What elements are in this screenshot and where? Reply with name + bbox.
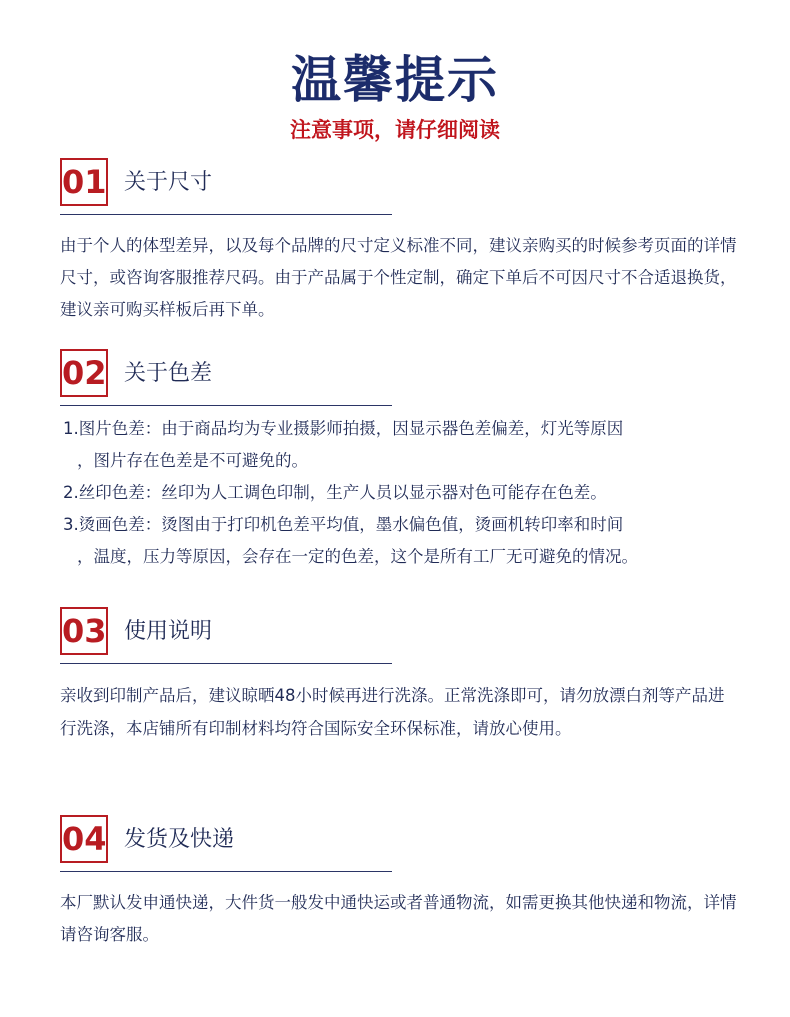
section-number: 04 bbox=[60, 815, 108, 863]
section-shipping bbox=[60, 815, 740, 951]
list-item bbox=[63, 413, 740, 477]
list-item-line: 1.图片色差：由于商品均为专业摄影师拍摄，因显示器色差偏差，灯光等原因 bbox=[63, 419, 624, 438]
section-size bbox=[60, 158, 740, 326]
list-item-line: 2.丝印色差：丝印为人工调色印制，生产人员以显示器对色可能存在色差。 bbox=[63, 483, 607, 502]
section-body bbox=[63, 413, 740, 573]
section-header bbox=[60, 349, 740, 407]
list-item-continuation: ，温度，压力等原因，会存在一定的色差，这个是所有工厂无可避免的情况。 bbox=[77, 547, 638, 566]
section-number: 02 bbox=[60, 349, 108, 397]
section-number: 03 bbox=[60, 607, 108, 655]
section-color-difference bbox=[60, 349, 740, 573]
list-item bbox=[63, 477, 740, 509]
section-divider bbox=[60, 405, 392, 406]
section-paragraph: 亲收到印制产品后，建议晾晒48小时候再进行洗涤。正常洗涤即可，请勿放漂白剂等产品进行洗涤，本店铺所有印制材料均符合国际安全环保标准，请放心使用。 bbox=[60, 686, 725, 738]
section-usage bbox=[60, 607, 740, 745]
section-divider bbox=[60, 663, 392, 664]
section-title: 关于色差 bbox=[124, 361, 213, 386]
section-divider bbox=[60, 214, 392, 215]
section-title: 使用说明 bbox=[124, 619, 213, 644]
section-title: 发货及快递 bbox=[124, 827, 235, 852]
section-paragraph: 由于个人的体型差异，以及每个品牌的尺寸定义标准不同，建议亲购买的时候参考页面的详情尺寸，或咨询客服推荐尺码。由于产品属于个性定制，确定下单后不可因尺寸不合适退换货，建议亲可购买样板后再下单。 bbox=[60, 236, 737, 319]
section-divider bbox=[60, 871, 392, 872]
section-header bbox=[60, 158, 740, 216]
section-body bbox=[60, 887, 740, 951]
section-header bbox=[60, 607, 740, 665]
list-item bbox=[63, 509, 740, 573]
list-item-continuation: ，图片存在色差是不可避免的。 bbox=[77, 451, 308, 470]
page-title: 温馨提示 bbox=[291, 51, 499, 109]
section-number: 01 bbox=[60, 158, 108, 206]
page-subtitle: 注意事项，请仔细阅读 bbox=[290, 118, 500, 142]
list-item-line: 3.烫画色差：烫图由于打印机色差平均值，墨水偏色值，烫画机转印率和时间 bbox=[63, 515, 624, 534]
section-body bbox=[60, 679, 740, 745]
section-body bbox=[60, 230, 740, 326]
section-header bbox=[60, 815, 740, 873]
section-title: 关于尺寸 bbox=[124, 170, 213, 195]
section-paragraph: 本厂默认发申通快递，大件货一般发中通快运或者普通物流，如需更换其他快递和物流，详情请咨询客服。 bbox=[60, 893, 737, 944]
